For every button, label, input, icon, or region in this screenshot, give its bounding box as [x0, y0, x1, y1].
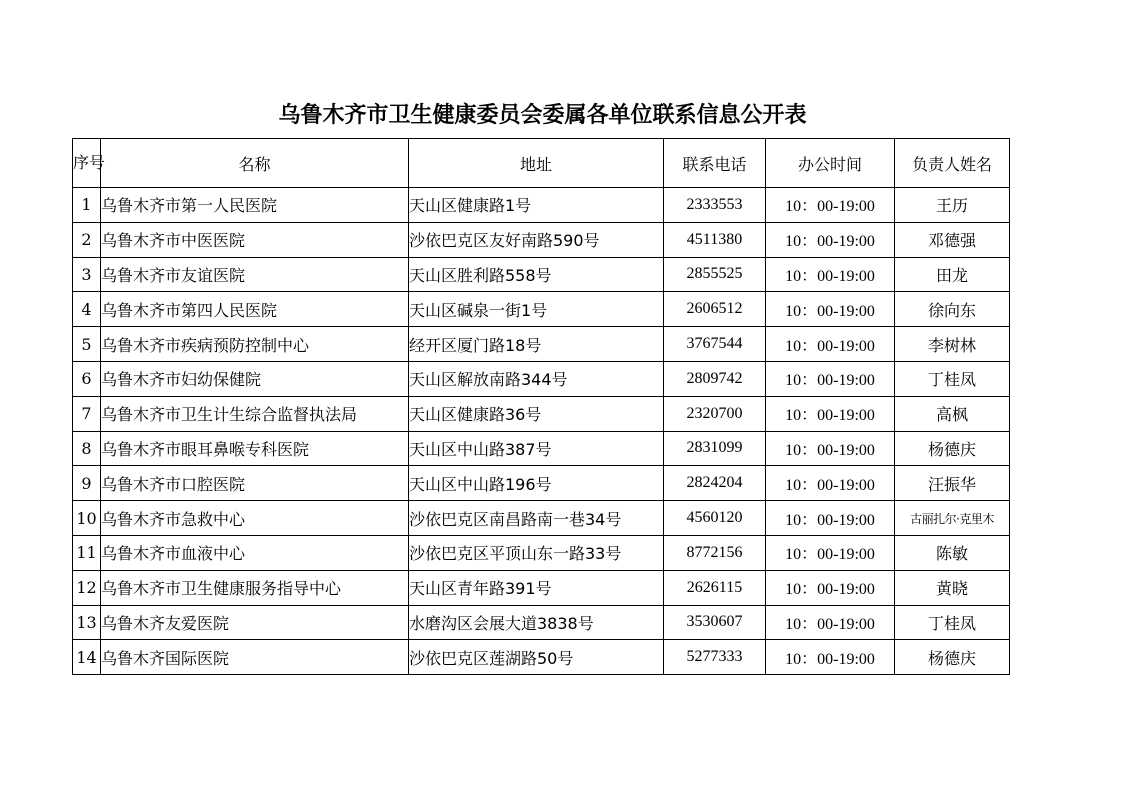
- cell-address: 沙依巴克区莲湖路50号: [409, 640, 664, 675]
- table-row: [73, 466, 1010, 501]
- table-header-row: [73, 139, 1010, 188]
- cell-hours: 10：00-19:00: [766, 605, 895, 640]
- cell-name: 乌鲁木齐市急救中心: [101, 501, 409, 536]
- table-row: [73, 501, 1010, 536]
- cell-no: 9: [73, 466, 101, 501]
- cell-person: 汪振华: [895, 466, 1010, 501]
- table-row: [73, 396, 1010, 431]
- table-row: [73, 292, 1010, 327]
- header-no: 序号: [73, 139, 101, 188]
- page-title: 乌鲁木齐市卫生健康委员会委属各单位联系信息公开表: [278, 103, 807, 128]
- cell-no: 1: [73, 188, 101, 223]
- cell-phone: 3530607: [664, 605, 766, 640]
- cell-phone: 8772156: [664, 535, 766, 570]
- cell-name: 乌鲁木齐市第四人民医院: [101, 292, 409, 327]
- cell-no: 5: [73, 327, 101, 362]
- cell-hours: 10：00-19:00: [766, 222, 895, 257]
- cell-hours: 10：00-19:00: [766, 396, 895, 431]
- cell-phone: 2626115: [664, 570, 766, 605]
- cell-name: 乌鲁木齐市第一人民医院: [101, 188, 409, 223]
- cell-name: 乌鲁木齐市卫生计生综合监督执法局: [101, 396, 409, 431]
- cell-phone: 2824204: [664, 466, 766, 501]
- cell-person: 杨德庆: [895, 431, 1010, 466]
- header-address: 地址: [409, 139, 664, 188]
- cell-address: 天山区健康路1号: [409, 188, 664, 223]
- cell-person: 徐向东: [895, 292, 1010, 327]
- cell-phone: 2320700: [664, 396, 766, 431]
- cell-phone: 2855525: [664, 257, 766, 292]
- cell-phone: 3767544: [664, 327, 766, 362]
- cell-person: 高枫: [895, 396, 1010, 431]
- contact-info-table: [72, 138, 1010, 675]
- cell-person: 李树林: [895, 327, 1010, 362]
- cell-name: 乌鲁木齐市血液中心: [101, 535, 409, 570]
- cell-name: 乌鲁木齐市卫生健康服务指导中心: [101, 570, 409, 605]
- cell-hours: 10：00-19:00: [766, 257, 895, 292]
- cell-name: 乌鲁木齐市友谊医院: [101, 257, 409, 292]
- header-person: 负责人姓名: [895, 139, 1010, 188]
- cell-hours: 10：00-19:00: [766, 466, 895, 501]
- table-row: [73, 327, 1010, 362]
- cell-hours: 10：00-19:00: [766, 361, 895, 396]
- table-row: [73, 605, 1010, 640]
- cell-address: 天山区青年路391号: [409, 570, 664, 605]
- cell-hours: 10：00-19:00: [766, 188, 895, 223]
- cell-name: 乌鲁木齐市中医医院: [101, 222, 409, 257]
- cell-no: 12: [73, 570, 101, 605]
- table-row: [73, 535, 1010, 570]
- cell-person: 丁桂凤: [895, 605, 1010, 640]
- cell-address: 沙依巴克区友好南路590号: [409, 222, 664, 257]
- cell-person: 陈敏: [895, 535, 1010, 570]
- cell-hours: 10：00-19:00: [766, 327, 895, 362]
- table-row: [73, 222, 1010, 257]
- cell-address: 沙依巴克区南昌路南一巷34号: [409, 501, 664, 536]
- header-hours: 办公时间: [766, 139, 895, 188]
- cell-phone: 2809742: [664, 361, 766, 396]
- cell-phone: 4511380: [664, 222, 766, 257]
- cell-hours: 10：00-19:00: [766, 501, 895, 536]
- table-row: [73, 431, 1010, 466]
- cell-name: 乌鲁木齐市口腔医院: [101, 466, 409, 501]
- cell-no: 14: [73, 640, 101, 675]
- cell-person: 丁桂凤: [895, 361, 1010, 396]
- cell-address: 沙依巴克区平顶山东一路33号: [409, 535, 664, 570]
- cell-person: 杨德庆: [895, 640, 1010, 675]
- table-row: [73, 188, 1010, 223]
- header-phone: 联系电话: [664, 139, 766, 188]
- cell-no: 4: [73, 292, 101, 327]
- cell-phone: 5277333: [664, 640, 766, 675]
- table-row: [73, 257, 1010, 292]
- cell-phone: 2831099: [664, 431, 766, 466]
- cell-person: 田龙: [895, 257, 1010, 292]
- cell-hours: 10：00-19:00: [766, 570, 895, 605]
- cell-hours: 10：00-19:00: [766, 640, 895, 675]
- table-row: [73, 361, 1010, 396]
- cell-no: 7: [73, 396, 101, 431]
- cell-person: 王历: [895, 188, 1010, 223]
- cell-no: 6: [73, 361, 101, 396]
- cell-address: 天山区健康路36号: [409, 396, 664, 431]
- cell-no: 3: [73, 257, 101, 292]
- cell-address: 天山区胜利路558号: [409, 257, 664, 292]
- cell-person: 邓德强: [895, 222, 1010, 257]
- cell-no: 2: [73, 222, 101, 257]
- cell-no: 11: [73, 535, 101, 570]
- cell-no: 8: [73, 431, 101, 466]
- cell-name: 乌鲁木齐市妇幼保健院: [101, 361, 409, 396]
- cell-address: 水磨沟区会展大道3838号: [409, 605, 664, 640]
- cell-phone: 4560120: [664, 501, 766, 536]
- cell-address: 经开区厦门路18号: [409, 327, 664, 362]
- cell-address: 天山区解放南路344号: [409, 361, 664, 396]
- table-row: [73, 640, 1010, 675]
- cell-hours: 10：00-19:00: [766, 535, 895, 570]
- header-name: 名称: [101, 139, 409, 188]
- cell-address: 天山区中山路196号: [409, 466, 664, 501]
- table-row: [73, 570, 1010, 605]
- cell-phone: 2333553: [664, 188, 766, 223]
- cell-hours: 10：00-19:00: [766, 431, 895, 466]
- cell-address: 天山区中山路387号: [409, 431, 664, 466]
- cell-phone: 2606512: [664, 292, 766, 327]
- cell-hours: 10：00-19:00: [766, 292, 895, 327]
- cell-no: 10: [73, 501, 101, 536]
- cell-person: 古丽扎尔·克里木: [895, 501, 1010, 536]
- cell-name: 乌鲁木齐市疾病预防控制中心: [101, 327, 409, 362]
- cell-person: 黄晓: [895, 570, 1010, 605]
- cell-no: 13: [73, 605, 101, 640]
- cell-name: 乌鲁木齐友爱医院: [101, 605, 409, 640]
- cell-address: 天山区碱泉一街1号: [409, 292, 664, 327]
- cell-name: 乌鲁木齐国际医院: [101, 640, 409, 675]
- table-body: [73, 188, 1010, 675]
- cell-name: 乌鲁木齐市眼耳鼻喉专科医院: [101, 431, 409, 466]
